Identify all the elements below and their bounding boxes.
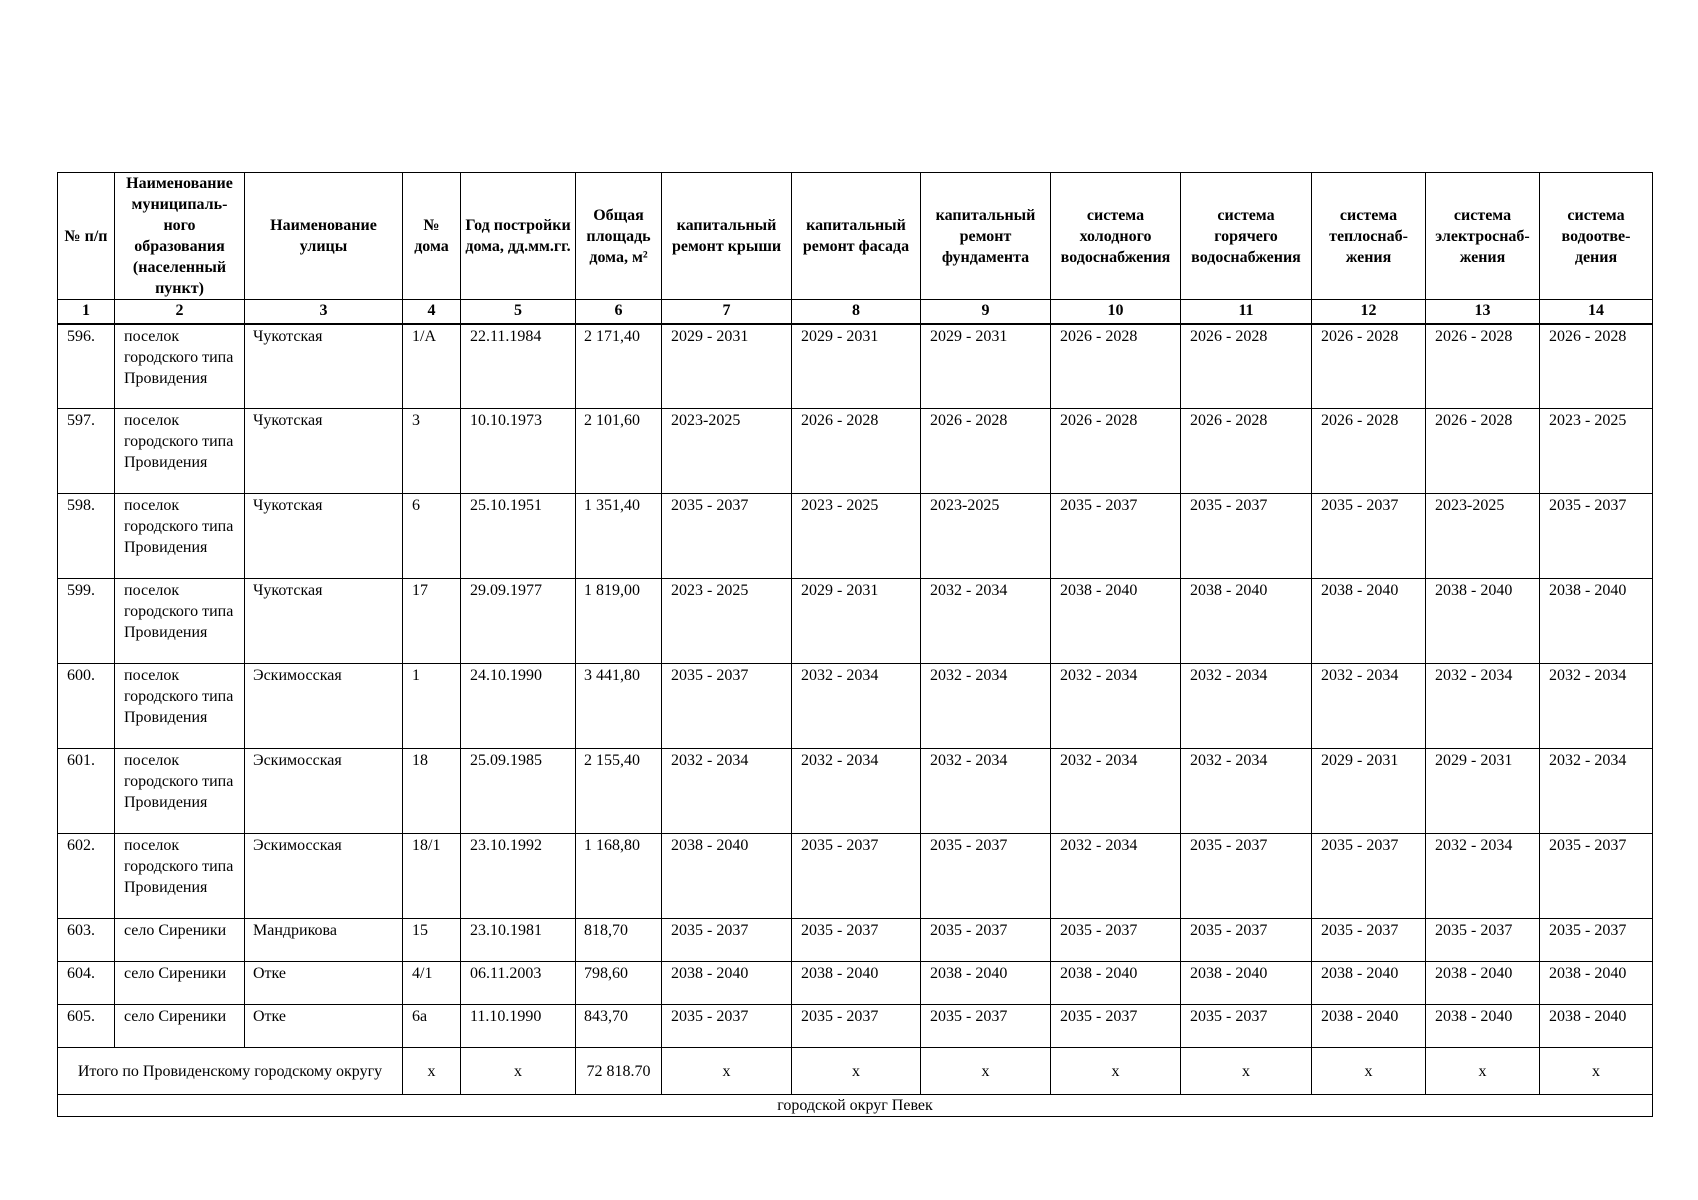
header-cell: Наименование улицы — [245, 173, 403, 300]
house-number-cell: 18/1 — [403, 834, 461, 919]
table-row — [58, 919, 1653, 962]
settlement-cell: поселок городского типа Провидения — [115, 664, 245, 749]
row-number: 599. — [58, 579, 115, 664]
electric-cell: 2035 - 2037 — [1426, 919, 1540, 962]
column-number-row — [58, 300, 1653, 324]
build-date-cell: 29.09.1977 — [461, 579, 576, 664]
hot-water-cell: 2026 - 2028 — [1181, 324, 1312, 409]
header-cell: № п/п — [58, 173, 115, 300]
total-foundation-placeholder: х — [921, 1048, 1051, 1095]
street-cell: Чукотская — [245, 409, 403, 494]
roof-repair-cell: 2038 - 2040 — [662, 834, 792, 919]
row-number: 597. — [58, 409, 115, 494]
column-number: 13 — [1426, 300, 1540, 324]
foundation-repair-cell: 2032 - 2034 — [921, 749, 1051, 834]
street-cell: Чукотская — [245, 324, 403, 409]
street-cell: Отке — [245, 962, 403, 1005]
roof-repair-cell: 2023-2025 — [662, 409, 792, 494]
cold-water-cell: 2032 - 2034 — [1051, 749, 1181, 834]
total-cold-water-placeholder: х — [1051, 1048, 1181, 1095]
electric-cell: 2026 - 2028 — [1426, 409, 1540, 494]
hot-water-cell: 2032 - 2034 — [1181, 749, 1312, 834]
heating-cell: 2035 - 2037 — [1312, 919, 1426, 962]
foundation-repair-cell: 2032 - 2034 — [921, 664, 1051, 749]
total-roof-placeholder: х — [662, 1048, 792, 1095]
roof-repair-cell: 2035 - 2037 — [662, 494, 792, 579]
header-row — [58, 173, 1653, 300]
settlement-cell: село Сиреники — [115, 919, 245, 962]
roof-repair-cell: 2029 - 2031 — [662, 324, 792, 409]
column-number: 12 — [1312, 300, 1426, 324]
settlement-cell: поселок городского типа Провидения — [115, 834, 245, 919]
facade-repair-cell: 2035 - 2037 — [792, 919, 921, 962]
build-date-cell: 11.10.1990 — [461, 1005, 576, 1048]
heating-cell: 2035 - 2037 — [1312, 834, 1426, 919]
drainage-cell: 2035 - 2037 — [1540, 494, 1653, 579]
cold-water-cell: 2032 - 2034 — [1051, 834, 1181, 919]
header-cell: система электроснаб-жения — [1426, 173, 1540, 300]
foundation-repair-cell: 2035 - 2037 — [921, 834, 1051, 919]
table-row — [58, 324, 1653, 409]
total-drainage-placeholder: х — [1540, 1048, 1653, 1095]
table-row — [58, 834, 1653, 919]
foundation-repair-cell: 2035 - 2037 — [921, 919, 1051, 962]
header-cell: система водоотве-дения — [1540, 173, 1653, 300]
street-cell: Отке — [245, 1005, 403, 1048]
hot-water-cell: 2026 - 2028 — [1181, 409, 1312, 494]
row-number: 596. — [58, 324, 115, 409]
foundation-repair-cell: 2038 - 2040 — [921, 962, 1051, 1005]
drainage-cell: 2026 - 2028 — [1540, 324, 1653, 409]
row-number: 602. — [58, 834, 115, 919]
street-cell: Эскимосская — [245, 664, 403, 749]
heating-cell: 2029 - 2031 — [1312, 749, 1426, 834]
build-date-cell: 22.11.1984 — [461, 324, 576, 409]
facade-repair-cell: 2032 - 2034 — [792, 749, 921, 834]
street-cell: Чукотская — [245, 579, 403, 664]
total-facade-placeholder: х — [792, 1048, 921, 1095]
area-cell: 2 171,40 — [576, 324, 662, 409]
electric-cell: 2038 - 2040 — [1426, 579, 1540, 664]
column-number: 14 — [1540, 300, 1653, 324]
heating-cell: 2038 - 2040 — [1312, 1005, 1426, 1048]
heating-cell: 2038 - 2040 — [1312, 962, 1426, 1005]
street-cell: Чукотская — [245, 494, 403, 579]
street-cell: Эскимосская — [245, 834, 403, 919]
total-electric-placeholder: х — [1426, 1048, 1540, 1095]
area-cell: 818,70 — [576, 919, 662, 962]
house-number-cell: 6 — [403, 494, 461, 579]
settlement-cell: село Сиреники — [115, 962, 245, 1005]
settlement-cell: поселок городского типа Провидения — [115, 749, 245, 834]
table-row — [58, 579, 1653, 664]
build-date-cell: 23.10.1992 — [461, 834, 576, 919]
electric-cell: 2032 - 2034 — [1426, 834, 1540, 919]
table-row — [58, 749, 1653, 834]
table-row — [58, 409, 1653, 494]
build-date-cell: 06.11.2003 — [461, 962, 576, 1005]
hot-water-cell: 2038 - 2040 — [1181, 962, 1312, 1005]
drainage-cell: 2032 - 2034 — [1540, 664, 1653, 749]
row-number: 598. — [58, 494, 115, 579]
header-cell: Общая площадь дома, м² — [576, 173, 662, 300]
street-cell: Мандрикова — [245, 919, 403, 962]
drainage-cell: 2035 - 2037 — [1540, 834, 1653, 919]
cold-water-cell: 2038 - 2040 — [1051, 579, 1181, 664]
facade-repair-cell: 2029 - 2031 — [792, 579, 921, 664]
house-number-cell: 18 — [403, 749, 461, 834]
table-row — [58, 494, 1653, 579]
heating-cell: 2026 - 2028 — [1312, 409, 1426, 494]
roof-repair-cell: 2023 - 2025 — [662, 579, 792, 664]
area-cell: 798,60 — [576, 962, 662, 1005]
facade-repair-cell: 2035 - 2037 — [792, 834, 921, 919]
column-number: 8 — [792, 300, 921, 324]
column-number: 1 — [58, 300, 115, 324]
area-cell: 3 441,80 — [576, 664, 662, 749]
facade-repair-cell: 2032 - 2034 — [792, 664, 921, 749]
house-number-cell: 17 — [403, 579, 461, 664]
header-cell: Наименование муниципаль-ного образования (населенный пункт) — [115, 173, 245, 300]
column-number: 2 — [115, 300, 245, 324]
header-cell: система холодного водоснабжения — [1051, 173, 1181, 300]
build-date-cell: 25.10.1951 — [461, 494, 576, 579]
column-number: 6 — [576, 300, 662, 324]
electric-cell: 2026 - 2028 — [1426, 324, 1540, 409]
column-number: 10 — [1051, 300, 1181, 324]
hot-water-cell: 2038 - 2040 — [1181, 579, 1312, 664]
row-number: 604. — [58, 962, 115, 1005]
roof-repair-cell: 2035 - 2037 — [662, 919, 792, 962]
area-cell: 2 155,40 — [576, 749, 662, 834]
column-number: 9 — [921, 300, 1051, 324]
cold-water-cell: 2026 - 2028 — [1051, 409, 1181, 494]
roof-repair-cell: 2035 - 2037 — [662, 1005, 792, 1048]
drainage-cell: 2038 - 2040 — [1540, 579, 1653, 664]
street-cell: Эскимосская — [245, 749, 403, 834]
settlement-cell: поселок городского типа Провидения — [115, 494, 245, 579]
total-year-placeholder: х — [461, 1048, 576, 1095]
total-house-placeholder: х — [403, 1048, 461, 1095]
section-heading-row — [58, 1095, 1653, 1117]
total-area: 72 818.70 — [576, 1048, 662, 1095]
column-number: 3 — [245, 300, 403, 324]
electric-cell: 2032 - 2034 — [1426, 664, 1540, 749]
build-date-cell: 24.10.1990 — [461, 664, 576, 749]
house-number-cell: 15 — [403, 919, 461, 962]
table-row — [58, 962, 1653, 1005]
electric-cell: 2038 - 2040 — [1426, 1005, 1540, 1048]
roof-repair-cell: 2035 - 2037 — [662, 664, 792, 749]
hot-water-cell: 2035 - 2037 — [1181, 919, 1312, 962]
roof-repair-cell: 2032 - 2034 — [662, 749, 792, 834]
drainage-cell: 2038 - 2040 — [1540, 1005, 1653, 1048]
header-cell: капитальный ремонт фундамента — [921, 173, 1051, 300]
cold-water-cell: 2035 - 2037 — [1051, 1005, 1181, 1048]
header-cell: система горячего водоснабжения — [1181, 173, 1312, 300]
house-number-cell: 4/1 — [403, 962, 461, 1005]
build-date-cell: 10.10.1973 — [461, 409, 576, 494]
heating-cell: 2032 - 2034 — [1312, 664, 1426, 749]
area-cell: 1 351,40 — [576, 494, 662, 579]
settlement-cell: поселок городского типа Провидения — [115, 409, 245, 494]
foundation-repair-cell: 2023-2025 — [921, 494, 1051, 579]
row-number: 601. — [58, 749, 115, 834]
area-cell: 843,70 — [576, 1005, 662, 1048]
facade-repair-cell: 2023 - 2025 — [792, 494, 921, 579]
foundation-repair-cell: 2035 - 2037 — [921, 1005, 1051, 1048]
row-number: 605. — [58, 1005, 115, 1048]
area-cell: 1 819,00 — [576, 579, 662, 664]
cold-water-cell: 2035 - 2037 — [1051, 494, 1181, 579]
foundation-repair-cell: 2029 - 2031 — [921, 324, 1051, 409]
build-date-cell: 23.10.1981 — [461, 919, 576, 962]
settlement-cell: село Сиреники — [115, 1005, 245, 1048]
house-number-cell: 3 — [403, 409, 461, 494]
house-number-cell: 1/А — [403, 324, 461, 409]
foundation-repair-cell: 2032 - 2034 — [921, 579, 1051, 664]
total-hot-water-placeholder: х — [1181, 1048, 1312, 1095]
facade-repair-cell: 2026 - 2028 — [792, 409, 921, 494]
total-label: Итого по Провиденскому городскому округу — [58, 1048, 403, 1095]
area-cell: 2 101,60 — [576, 409, 662, 494]
cold-water-cell: 2032 - 2034 — [1051, 664, 1181, 749]
section-heading: городской округ Певек — [58, 1095, 1653, 1117]
settlement-cell: поселок городского типа Провидения — [115, 324, 245, 409]
heating-cell: 2035 - 2037 — [1312, 494, 1426, 579]
house-number-cell: 1 — [403, 664, 461, 749]
drainage-cell: 2023 - 2025 — [1540, 409, 1653, 494]
cold-water-cell: 2026 - 2028 — [1051, 324, 1181, 409]
foundation-repair-cell: 2026 - 2028 — [921, 409, 1051, 494]
table-row — [58, 664, 1653, 749]
facade-repair-cell: 2029 - 2031 — [792, 324, 921, 409]
housing-repair-table — [57, 172, 1653, 1117]
header-cell: № дома — [403, 173, 461, 300]
facade-repair-cell: 2038 - 2040 — [792, 962, 921, 1005]
cold-water-cell: 2038 - 2040 — [1051, 962, 1181, 1005]
drainage-cell: 2035 - 2037 — [1540, 919, 1653, 962]
electric-cell: 2038 - 2040 — [1426, 962, 1540, 1005]
build-date-cell: 25.09.1985 — [461, 749, 576, 834]
column-number: 7 — [662, 300, 792, 324]
column-number: 11 — [1181, 300, 1312, 324]
electric-cell: 2029 - 2031 — [1426, 749, 1540, 834]
hot-water-cell: 2035 - 2037 — [1181, 1005, 1312, 1048]
total-row — [58, 1048, 1653, 1095]
hot-water-cell: 2035 - 2037 — [1181, 494, 1312, 579]
area-cell: 1 168,80 — [576, 834, 662, 919]
cold-water-cell: 2035 - 2037 — [1051, 919, 1181, 962]
header-cell: система теплоснаб-жения — [1312, 173, 1426, 300]
hot-water-cell: 2035 - 2037 — [1181, 834, 1312, 919]
electric-cell: 2023-2025 — [1426, 494, 1540, 579]
table-row — [58, 1005, 1653, 1048]
row-number: 600. — [58, 664, 115, 749]
header-cell: капитальный ремонт крыши — [662, 173, 792, 300]
settlement-cell: поселок городского типа Провидения — [115, 579, 245, 664]
hot-water-cell: 2032 - 2034 — [1181, 664, 1312, 749]
heating-cell: 2038 - 2040 — [1312, 579, 1426, 664]
header-cell: Год постройки дома, дд.мм.гг. — [461, 173, 576, 300]
drainage-cell: 2032 - 2034 — [1540, 749, 1653, 834]
column-number: 4 — [403, 300, 461, 324]
column-number: 5 — [461, 300, 576, 324]
roof-repair-cell: 2038 - 2040 — [662, 962, 792, 1005]
house-number-cell: 6а — [403, 1005, 461, 1048]
drainage-cell: 2038 - 2040 — [1540, 962, 1653, 1005]
total-heating-placeholder: х — [1312, 1048, 1426, 1095]
row-number: 603. — [58, 919, 115, 962]
facade-repair-cell: 2035 - 2037 — [792, 1005, 921, 1048]
header-cell: капитальный ремонт фасада — [792, 173, 921, 300]
heating-cell: 2026 - 2028 — [1312, 324, 1426, 409]
